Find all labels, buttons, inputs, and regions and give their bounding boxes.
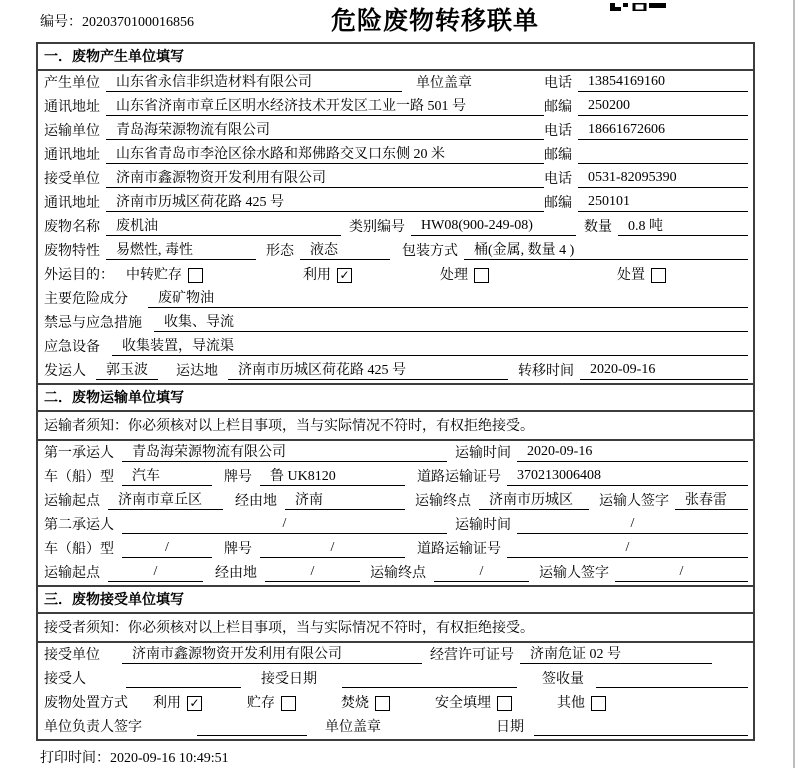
producer-phone-label: 电话 [544,76,572,91]
accept-unit-label: 接受单位 [44,648,100,663]
vehicle-row [38,465,753,489]
producer-phone-value: 13854169160 [578,74,748,92]
transporter-main [44,119,544,140]
option-disposal-utilize [153,692,202,712]
receiver-notice: 接受者须知：你必须核对以上栏目事项，当与实际情况不符时，有权拒绝接受。 [38,614,753,643]
dispatcher-label: 发运人 [44,364,86,379]
waste-name-label: 废物名称 [44,220,100,235]
manager-signature-value [197,718,307,736]
print-time [40,747,229,767]
disposal-method-row [38,691,753,715]
section1-header: 一．废物产生单位填写 [38,44,753,71]
disposal-method-label: 废物处置方式 [44,696,128,711]
receiver-address-value: 济南市历城区荷花路 425 号 [106,191,544,212]
transit-storage-checkbox [188,268,203,283]
dispatch-row [38,359,753,383]
producer-zip-value: 250200 [578,98,748,116]
emergency-equipment-value: 收集装置，导流渠 [112,335,748,356]
route-via-label-2: 经由地 [215,566,257,581]
producer-main [44,71,544,92]
second-carrier-label: 第二承运人 [44,518,114,533]
receiver-zip-value: 250101 [578,194,748,212]
destination-label: 运达地 [176,364,218,379]
route-end-value-2: / [434,564,529,582]
destination-value: 济南市历城区荷花路 425 号 [228,359,508,380]
permit-number-label: 经营许可证号 [430,648,514,663]
option-dispose [617,264,666,284]
disposal-store-checkbox [281,696,296,711]
received-qty-label: 签收量 [542,672,584,687]
transporter-address-row [38,143,753,167]
page-right-edge [793,0,795,768]
emergency-equipment-label: 应急设备 [44,340,100,355]
vehicle-row-2 [38,537,753,561]
producer-address-value: 山东省济南市章丘区明水经济技术开发区工业一路 501 号 [106,95,544,116]
transport-time-value: 2020-09-16 [517,444,748,462]
vehicle-type-label: 车（船）型 [44,470,114,485]
producer-address-row [38,95,753,119]
emergency-measures-value: 收集、导流 [154,311,748,332]
route-via-label: 经由地 [235,494,277,509]
disposal-incinerate-checkbox [375,696,390,711]
transfer-time-label: 转移时间 [518,364,574,379]
transport-time-label: 运输时间 [455,446,511,461]
print-time-value: 2020-09-16 10:49:51 [110,751,229,766]
route-row-2 [38,561,753,585]
permit-number-value: 济南危证 02 号 [520,643,712,664]
section2-header: 二．废物运输单位填写 [38,383,753,412]
receiver-unit-value: 济南市鑫源物资开发利用有限公司 [106,167,544,188]
waste-traits-row [38,239,753,263]
utilize-checkbox: ✓ [337,268,352,283]
option-disposal-landfill [435,692,512,712]
dispose-checkbox [651,268,666,283]
serial-number: 2020370100016856 [82,15,194,30]
transporter-phone-value: 18661672606 [578,122,748,140]
route-via-value: 济南 [285,489,405,510]
waste-code-label: 类别编号 [349,220,405,235]
waste-pack-value: 桶(金属, 数量 4 ) [464,239,748,260]
road-license-value: 370213006408 [507,468,748,486]
disposal-incinerate-label: 焚烧 [341,696,369,711]
road-license-label: 道路运输证号 [417,470,501,485]
acceptor-label: 接受人 [44,672,86,687]
first-carrier-label: 第一承运人 [44,446,114,461]
waste-qty-value: 0.8 吨 [618,215,748,236]
transporter-zip-value [578,146,748,164]
route-end-value: 济南市历城区 [479,489,589,510]
waste-name-value: 废机油 [106,215,341,236]
print-time-label: 打印时间： [40,751,110,766]
producer-address-main [44,95,544,116]
road-license-label-2: 道路运输证号 [417,542,501,557]
transporter-unit-label: 运输单位 [44,124,100,139]
receiver-row [38,167,753,191]
serial-label: 编号： [40,15,82,30]
transporter-zip-label: 邮编 [544,148,572,163]
transfer-purpose-label: 外运目的： [44,268,114,283]
disposal-utilize-checkbox: ✓ [187,696,202,711]
emergency-measures-label: 禁忌与应急措施 [44,316,142,331]
option-utilize [303,264,352,284]
road-license-value-2: / [507,540,748,558]
transporter-address-label: 通讯地址 [44,148,100,163]
disposal-utilize-label: 利用 [153,696,181,711]
option-utilize-label: 利用 [303,268,331,283]
waste-code-value: HW08(900-249-08) [411,218,576,236]
treat-checkbox [474,268,489,283]
hazard-component-row [38,287,753,311]
waste-traits-label: 废物特性 [44,244,100,259]
transporter-unit-value: 青岛海荣源物流有限公司 [106,119,544,140]
route-start-label: 运输起点 [44,494,100,509]
waste-pack-label: 包装方式 [402,244,458,259]
disposal-landfill-checkbox [497,696,512,711]
first-carrier-row [38,441,753,465]
vehicle-type-value-2: / [122,540,212,558]
plate-number-value-2: / [260,540,405,558]
emergency-equipment-row [38,335,753,359]
carrier-signature-value: 张春雷 [675,489,748,510]
waste-form-value: 液态 [300,239,390,260]
option-treat-label: 处理 [440,268,468,283]
option-dispose-label: 处置 [617,268,645,283]
transport-time-label-2: 运输时间 [455,518,511,533]
route-start-label-2: 运输起点 [44,566,100,581]
receiver-address-row [38,191,753,215]
unit-seal-label-2: 单位盖章 [325,720,381,735]
option-disposal-other [557,692,606,712]
option-transit-storage [126,264,203,284]
accept-date-label: 接受日期 [261,672,317,687]
plate-number-label: 牌号 [224,470,252,485]
carrier-signature-label: 运输人签字 [599,494,669,509]
transfer-purpose-row [38,263,753,287]
sign-date-label: 日期 [496,720,524,735]
manager-signature-label: 单位负责人签字 [44,720,142,735]
section3-header: 三．废物接受单位填写 [38,585,753,614]
qr-code-fragment [610,0,666,16]
route-start-value: 济南市章丘区 [108,489,223,510]
received-qty-value [596,670,748,688]
carrier-signature-value-2: / [615,564,748,582]
first-carrier-value: 青岛海荣源物流有限公司 [122,441,447,462]
receiver-phone-value: 0531-82095390 [578,170,748,188]
transporter-notice: 运输者须知：你必须核对以上栏目事项，当与实际情况不符时，有权拒绝接受。 [38,412,753,441]
vehicle-type-value: 汽车 [122,465,212,486]
manager-signature-row [38,715,753,739]
transfer-form-table [36,42,755,741]
emergency-measures-row [38,311,753,335]
accept-unit-row [38,643,753,667]
producer-zip-label: 邮编 [544,100,572,115]
accept-date-value [342,670,517,688]
disposal-other-label: 其他 [557,696,585,711]
option-transit-storage-label: 中转贮存 [126,268,182,283]
receiver-zip-label: 邮编 [544,196,572,211]
acceptor-row [38,667,753,691]
plate-number-label-2: 牌号 [224,542,252,557]
transfer-time-value: 2020-09-16 [580,362,748,380]
transporter-phone-label: 电话 [544,124,572,139]
dispatcher-value: 郭玉波 [96,359,158,380]
transporter-address-value: 山东省青岛市李沧区徐水路和郑佛路交叉口东侧 20 米 [106,143,544,164]
form-serial [40,11,194,31]
waste-qty-label: 数量 [584,220,612,235]
second-carrier-value: / [122,516,447,534]
route-end-label: 运输终点 [415,494,471,509]
plate-number-value: 鲁 UK8120 [260,465,405,486]
vehicle-type-label-2: 车（船）型 [44,542,114,557]
producer-row [38,71,753,95]
option-disposal-store [247,692,296,712]
receiver-address-main [44,191,544,212]
second-carrier-row [38,513,753,537]
option-disposal-incinerate [341,692,390,712]
unit-seal-label: 单位盖章 [416,76,472,91]
producer-unit-value: 山东省永信非织造材料有限公司 [106,71,402,92]
sign-date-value [534,718,748,736]
route-end-label-2: 运输终点 [370,566,426,581]
producer-unit-label: 产生单位 [44,76,100,91]
receiver-main [44,167,544,188]
disposal-store-label: 贮存 [247,696,275,711]
accept-unit-value: 济南市鑫源物资开发利用有限公司 [122,643,422,664]
producer-address-label: 通讯地址 [44,100,100,115]
route-row [38,489,753,513]
acceptor-value [126,670,241,688]
hazard-component-label: 主要危险成分 [44,292,128,307]
transport-time-value-2: / [517,516,748,534]
page-title: 危险废物转移联单 [331,7,540,35]
carrier-signature-label-2: 运输人签字 [539,566,609,581]
route-start-value-2: / [108,564,203,582]
receiver-phone-label: 电话 [544,172,572,187]
disposal-landfill-label: 安全填埋 [435,696,491,711]
waste-name-row [38,215,753,239]
waste-form-label: 形态 [266,244,294,259]
disposal-other-checkbox [591,696,606,711]
receiver-address-label: 通讯地址 [44,196,100,211]
receiver-unit-label: 接受单位 [44,172,100,187]
option-treat [440,264,489,284]
waste-traits-value: 易燃性, 毒性 [106,239,256,260]
transporter-row [38,119,753,143]
route-via-value-2: / [265,564,360,582]
transporter-address-main [44,143,544,164]
hazard-component-value: 废矿物油 [148,287,748,308]
